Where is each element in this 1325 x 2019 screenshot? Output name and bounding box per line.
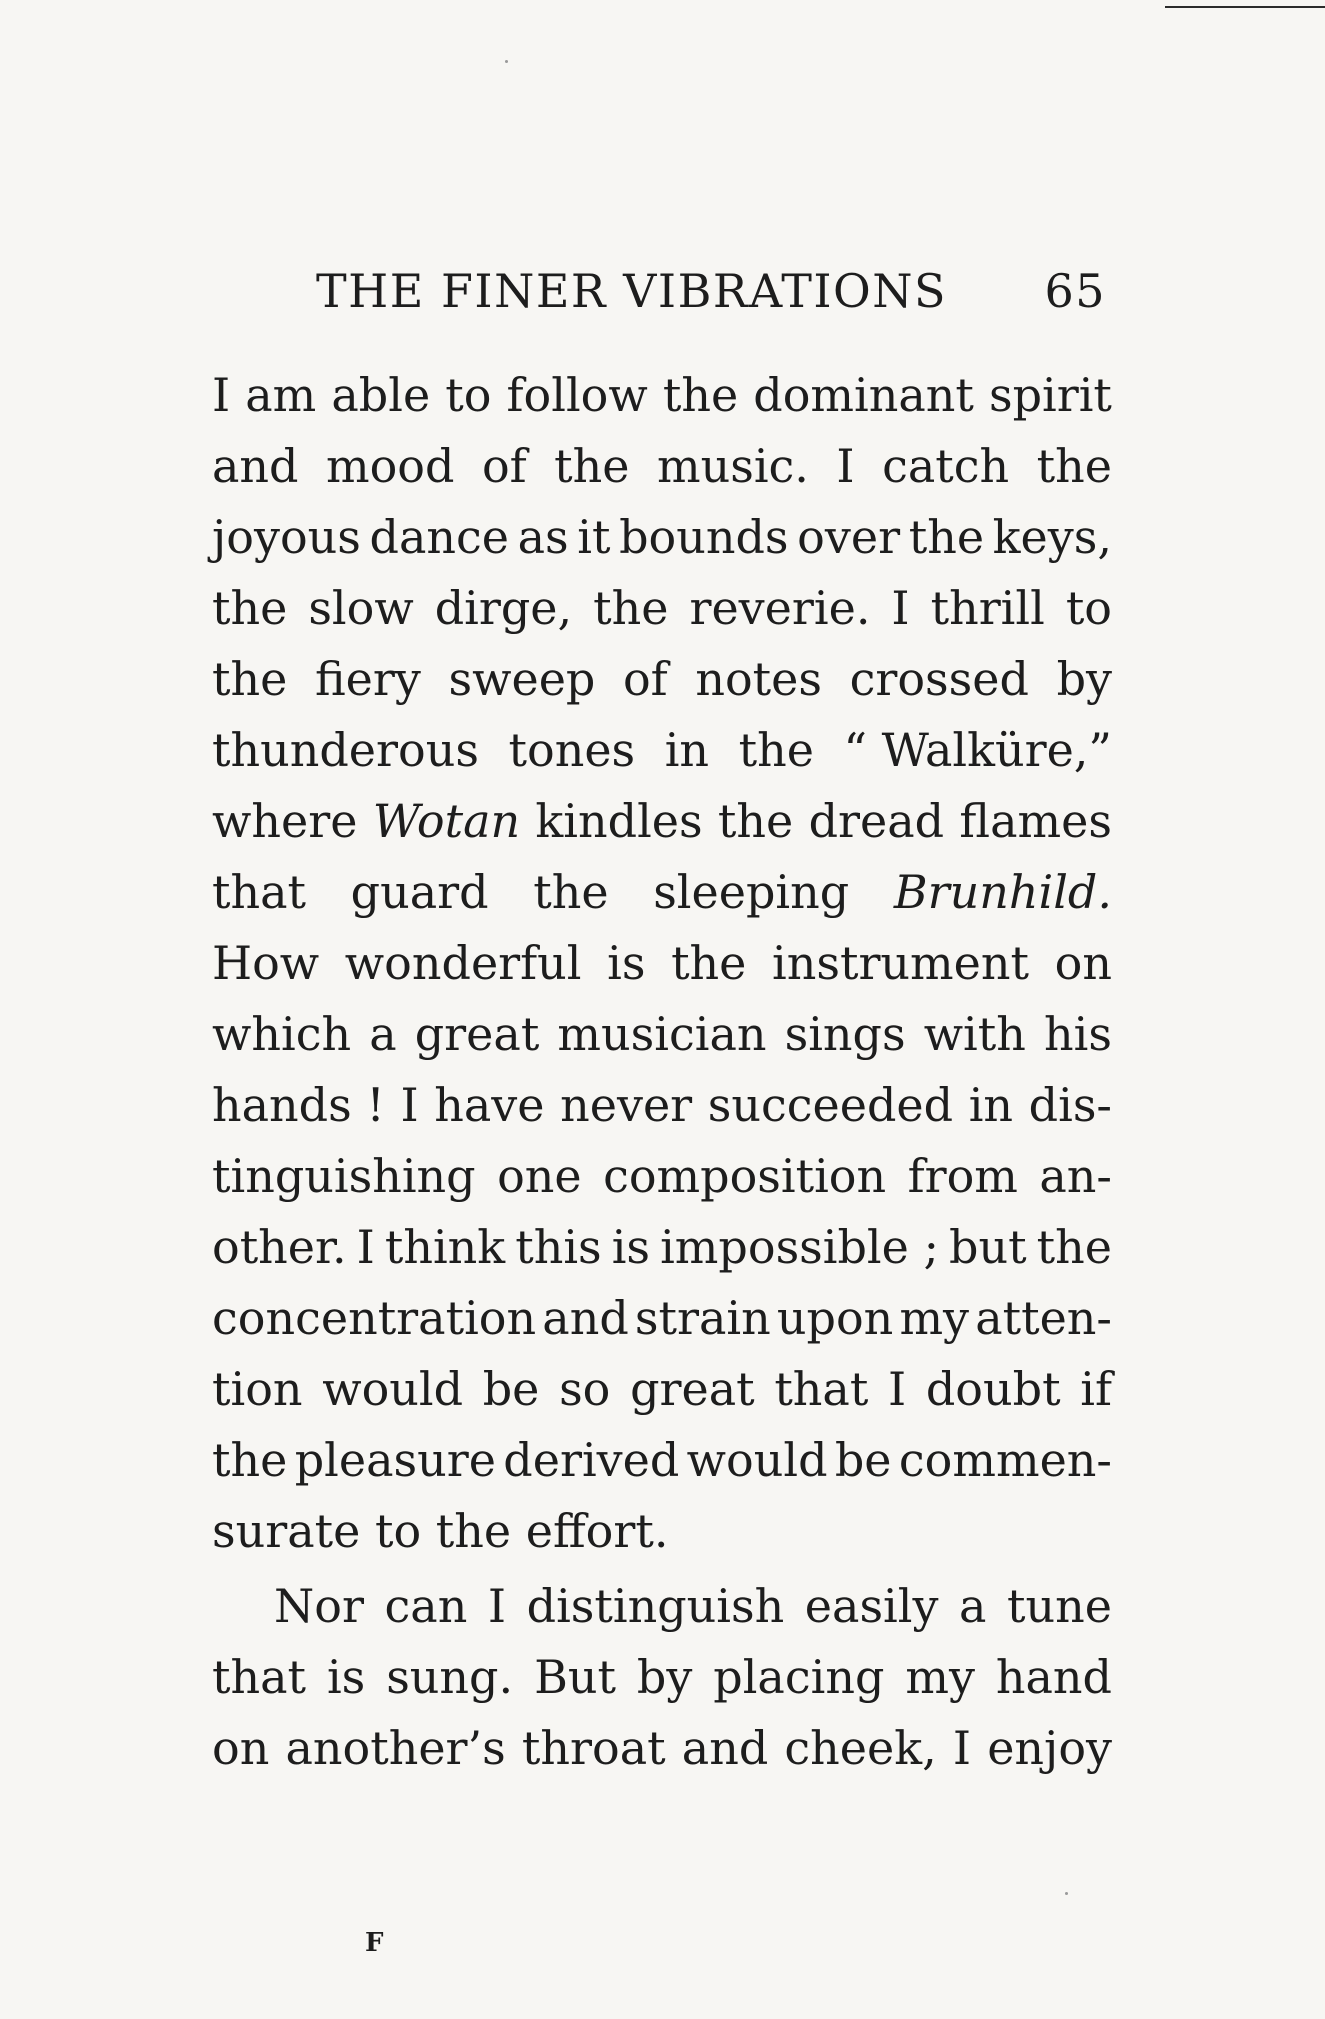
text-line: where Wotan kindles the dread flames bbox=[212, 786, 1112, 857]
page-number: 65 bbox=[1044, 264, 1106, 318]
text-line: hands ! I have never succeeded in dis- bbox=[212, 1078, 1112, 1132]
running-head bbox=[316, 264, 1106, 318]
text-line: which a great musician sings with his bbox=[212, 1007, 1112, 1061]
text-line: on another’s throat and cheek, I enjoy bbox=[212, 1721, 1112, 1775]
text-line: that is sung. But by placing my hand bbox=[212, 1650, 1112, 1704]
top-rule bbox=[1165, 6, 1325, 8]
text-line: tinguishing one composition from an- bbox=[212, 1149, 1112, 1203]
text-line: tion would be so great that I doubt if bbox=[212, 1362, 1112, 1416]
text-line: that guard the sleeping Brunhild. bbox=[212, 857, 1112, 928]
text-line: other. I think this is impossible ; but the bbox=[212, 1220, 1112, 1274]
body-text bbox=[212, 360, 1112, 1784]
text-line: Nor can I distinguish easily a tune bbox=[274, 1579, 1112, 1633]
text-line: the slow dirge, the reverie. I thrill to bbox=[212, 581, 1112, 635]
text-line: How wonderful is the instrument on bbox=[212, 936, 1112, 990]
text-line: joyous dance as it bounds over the keys, bbox=[212, 510, 1112, 564]
running-head-title: THE FINER VIBRATIONS bbox=[316, 264, 948, 318]
text-line: the fiery sweep of notes crossed by bbox=[212, 652, 1112, 706]
paper-speck bbox=[1065, 1892, 1068, 1895]
text-line: the pleasure derived would be commen- bbox=[212, 1433, 1112, 1487]
text-line: thunderous tones in the “ Walküre,” bbox=[212, 723, 1112, 777]
italic-name-brunhild: Brunhild. bbox=[893, 865, 1112, 919]
signature-mark: F bbox=[365, 1928, 384, 1958]
paper-speck bbox=[505, 60, 508, 63]
text-line: surate to the effort. bbox=[212, 1504, 669, 1558]
text-line: and mood of the music. I catch the bbox=[212, 439, 1112, 493]
italic-name-wotan: Wotan bbox=[372, 794, 521, 848]
text-line: I am able to follow the dominant spirit bbox=[212, 368, 1112, 422]
text-line: concentration and strain upon my atten- bbox=[212, 1291, 1112, 1345]
